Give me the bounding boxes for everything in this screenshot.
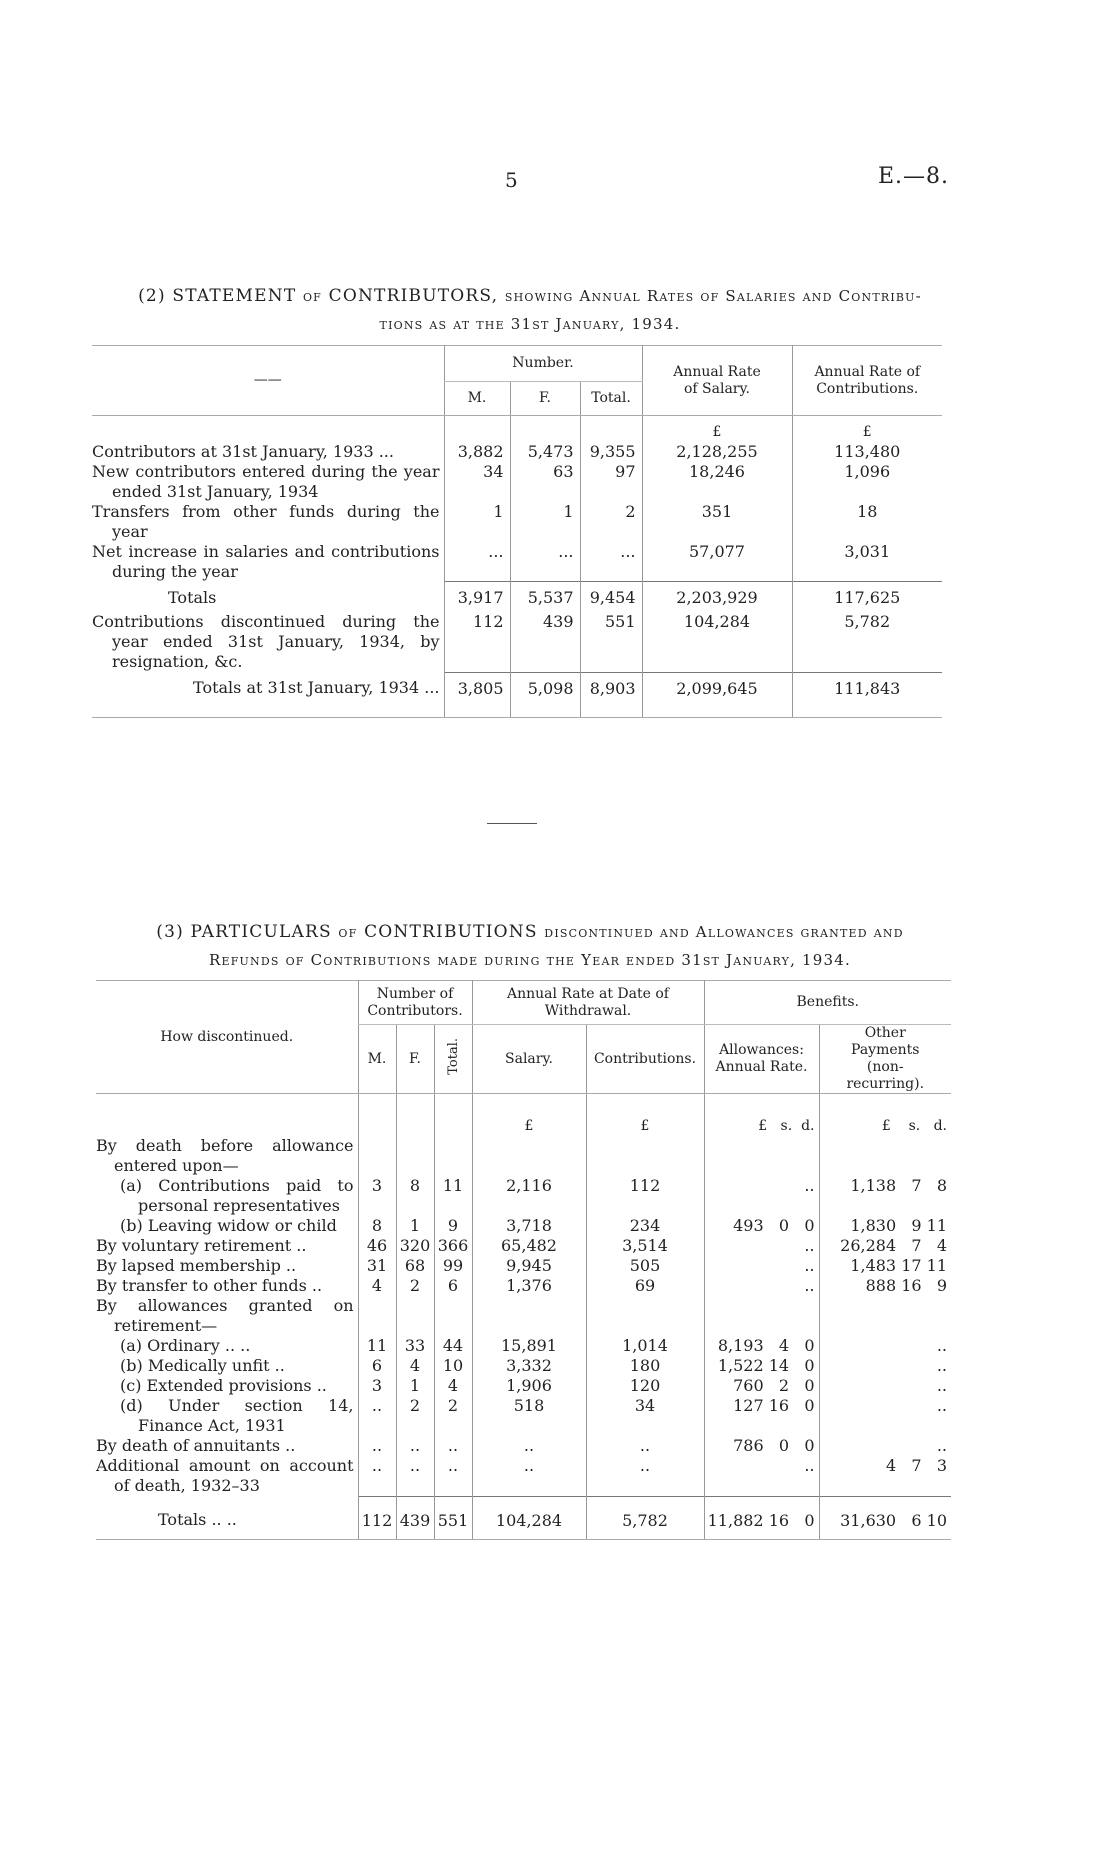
discontinued-row-salary bbox=[472, 1136, 586, 1176]
discontinued-row-label: By voluntary retirement .. bbox=[96, 1236, 307, 1255]
final-totals-row bbox=[92, 672, 942, 717]
discontinued-row-allow: 493 0 0 bbox=[704, 1216, 819, 1236]
discontinued-row-other: .. bbox=[819, 1396, 951, 1436]
page-number: 5 bbox=[505, 168, 518, 192]
statement3-title-prefix: (3) PARTICULARS bbox=[156, 922, 332, 942]
contributor-row-label: Transfers from other funds during the year bbox=[92, 501, 440, 541]
discontinued-row-salary: 518 bbox=[472, 1396, 586, 1436]
discontinued-row-f: 320 bbox=[396, 1236, 434, 1256]
total-header-text: Total. bbox=[445, 1038, 461, 1075]
discontinued-contributions-table bbox=[96, 980, 951, 1540]
statement2-title-of: of bbox=[302, 287, 323, 305]
discontinued-row-total bbox=[434, 1296, 472, 1336]
statement3-title-of: of bbox=[338, 923, 358, 941]
totals-row-m: 112 bbox=[358, 1496, 396, 1539]
discontinued-row-label: (b) Leaving widow or child bbox=[120, 1216, 337, 1235]
how-discontinued-header: How discontinued. bbox=[96, 981, 358, 1094]
totals-row-contributions: 117,625 bbox=[792, 582, 942, 613]
discontinued-row-m bbox=[358, 1136, 396, 1176]
contributor-row bbox=[92, 502, 942, 542]
contributor-row-total: 9,355 bbox=[580, 442, 642, 462]
discontinued-row-f bbox=[396, 1136, 434, 1176]
section-divider bbox=[487, 823, 537, 824]
number-of-contributors-header: Number of Contributors. bbox=[358, 981, 472, 1025]
totals-row-total: 9,454 bbox=[580, 582, 642, 613]
discontinued-row-label: (c) Extended provisions .. bbox=[120, 1376, 327, 1395]
discontinued-row bbox=[96, 1236, 951, 1256]
discontinued-row-other: 1,483 17 11 bbox=[819, 1256, 951, 1276]
discontinued-row-contributions: 3,514 bbox=[586, 1236, 704, 1256]
contributions-header: Contributions. bbox=[586, 1025, 704, 1094]
discontinued-row-total: 4 bbox=[434, 1376, 472, 1396]
discontinued-row-salary: .. bbox=[472, 1456, 586, 1496]
discontinued-row-contributions: 5,782 bbox=[792, 612, 942, 672]
discontinued-row-salary: 104,284 bbox=[642, 612, 792, 672]
discontinued-row-allow: 786 0 0 bbox=[704, 1436, 819, 1456]
discontinued-row-m: .. bbox=[358, 1396, 396, 1436]
discontinued-row-label: By death of annuitants .. bbox=[96, 1436, 296, 1455]
contributor-row bbox=[92, 462, 942, 502]
discontinued-row-total: .. bbox=[434, 1436, 472, 1456]
salary-header: Salary. bbox=[472, 1025, 586, 1094]
contributor-row bbox=[92, 542, 942, 582]
discontinued-row bbox=[96, 1136, 951, 1176]
discontinued-row-f: 2 bbox=[396, 1276, 434, 1296]
totals-row-f: 5,537 bbox=[510, 582, 580, 613]
discontinued-row-f: 8 bbox=[396, 1176, 434, 1216]
discontinued-row-contributions bbox=[586, 1296, 704, 1336]
contributor-row-label: New contributors entered during the year ended 31st January, 1934 bbox=[92, 461, 440, 501]
statement3-title-rest: discontinued and Allowances granted and bbox=[544, 923, 904, 941]
discontinued-row bbox=[96, 1396, 951, 1436]
discontinued-row-m: 8 bbox=[358, 1216, 396, 1236]
benefits-header: Benefits. bbox=[704, 981, 951, 1025]
discontinued-row-m bbox=[358, 1296, 396, 1336]
discontinued-row-total: 9 bbox=[434, 1216, 472, 1236]
discontinued-row bbox=[96, 1436, 951, 1456]
statement3-title bbox=[90, 918, 970, 974]
discontinued-row-contributions: 234 bbox=[586, 1216, 704, 1236]
final-totals-row-total: 8,903 bbox=[580, 672, 642, 717]
discontinued-row-other: 26,284 7 4 bbox=[819, 1236, 951, 1256]
discontinued-row-salary: 65,482 bbox=[472, 1236, 586, 1256]
statement3-title-main: CONTRIBUTIONS bbox=[364, 922, 538, 942]
discontinued-row-other: .. bbox=[819, 1356, 951, 1376]
discontinued-row-salary: 3,718 bbox=[472, 1216, 586, 1236]
totals-row-total: 551 bbox=[434, 1496, 472, 1539]
contributor-row-salary: 18,246 bbox=[642, 462, 792, 502]
discontinued-row-f: 4 bbox=[396, 1356, 434, 1376]
discontinued-row-m: .. bbox=[358, 1436, 396, 1456]
salary-unit: £ bbox=[472, 1094, 586, 1137]
discontinued-row-salary: 9,945 bbox=[472, 1256, 586, 1276]
discontinued-row-contributions: 34 bbox=[586, 1396, 704, 1436]
discontinued-row-contributions: 112 bbox=[586, 1176, 704, 1216]
contributor-row-salary: 351 bbox=[642, 502, 792, 542]
discontinued-row-contributions: 505 bbox=[586, 1256, 704, 1276]
discontinued-row-allow: .. bbox=[704, 1456, 819, 1496]
contributor-row-f: ... bbox=[510, 542, 580, 582]
discontinued-row-f: 439 bbox=[510, 612, 580, 672]
statement2-title-rest: showing Annual Rates of Salaries and Contribu- bbox=[504, 287, 922, 305]
discontinued-row-f: .. bbox=[396, 1436, 434, 1456]
discontinued-row-f: 1 bbox=[396, 1376, 434, 1396]
discontinued-row-total bbox=[434, 1136, 472, 1176]
discontinued-row bbox=[92, 612, 942, 672]
totals-row-salary: 104,284 bbox=[472, 1496, 586, 1539]
contributor-row-salary: 57,077 bbox=[642, 542, 792, 582]
contributor-row-total: ... bbox=[580, 542, 642, 582]
discontinued-row-label: Contributions discontinued during the year ended 31st January, 1934, by resignation, &c. bbox=[92, 612, 440, 671]
discontinued-row-other: .. bbox=[819, 1436, 951, 1456]
totals-row bbox=[92, 582, 942, 613]
contributor-row-contributions: 18 bbox=[792, 502, 942, 542]
discontinued-row bbox=[96, 1456, 951, 1496]
totals-row-salary: 2,203,929 bbox=[642, 582, 792, 613]
discontinued-row-label: (a) Contributions paid to personal representatives bbox=[120, 1176, 354, 1215]
other-unit: £ s. d. bbox=[819, 1094, 951, 1137]
contributions-header: Annual Rate of Contributions. bbox=[792, 346, 942, 416]
m-header: M. bbox=[444, 382, 510, 416]
contributor-row-label: Contributors at 31st January, 1933 ... bbox=[92, 441, 394, 461]
discontinued-row-allow: 760 2 0 bbox=[704, 1376, 819, 1396]
discontinued-row-total: 99 bbox=[434, 1256, 472, 1276]
statement3-title-line2: Refunds of Contributions made during the Year ended 31st January, 1934. bbox=[209, 951, 851, 969]
discontinued-row-contributions: 69 bbox=[586, 1276, 704, 1296]
discontinued-row-f: 68 bbox=[396, 1256, 434, 1276]
statement2-title bbox=[90, 282, 970, 338]
final-totals-row-salary: 2,099,645 bbox=[642, 672, 792, 717]
discontinued-row-total: 44 bbox=[434, 1336, 472, 1356]
contributor-row-m: 34 bbox=[444, 462, 510, 502]
discontinued-row bbox=[96, 1256, 951, 1276]
discontinued-row-m: .. bbox=[358, 1456, 396, 1496]
discontinued-row-allow bbox=[704, 1136, 819, 1176]
discontinued-row-m: 31 bbox=[358, 1256, 396, 1276]
discontinued-row bbox=[96, 1296, 951, 1336]
discontinued-row-allow: .. bbox=[704, 1236, 819, 1256]
discontinued-row-total: 10 bbox=[434, 1356, 472, 1376]
discontinued-row-label: By lapsed membership .. bbox=[96, 1256, 297, 1275]
totals-row-label: Totals .. .. bbox=[96, 1496, 358, 1539]
discontinued-row-other: 1,830 9 11 bbox=[819, 1216, 951, 1236]
discontinued-row-contributions: .. bbox=[586, 1436, 704, 1456]
contributor-row-m: 3,882 bbox=[444, 442, 510, 462]
discontinued-row-m: 46 bbox=[358, 1236, 396, 1256]
dash-header: —— bbox=[92, 346, 444, 416]
discontinued-row bbox=[96, 1216, 951, 1236]
discontinued-row-label: (d) Under section 14, Finance Act, 1931 bbox=[120, 1396, 354, 1435]
salary-header: Annual Rate of Salary. bbox=[642, 346, 792, 416]
discontinued-row bbox=[96, 1376, 951, 1396]
f-header: F. bbox=[396, 1025, 434, 1094]
discontinued-row-contributions bbox=[586, 1136, 704, 1176]
contributor-row-f: 63 bbox=[510, 462, 580, 502]
contributor-row-salary: 2,128,255 bbox=[642, 442, 792, 462]
discontinued-row-other bbox=[819, 1136, 951, 1176]
contributions-unit: £ bbox=[586, 1094, 704, 1137]
discontinued-row-allow: .. bbox=[704, 1276, 819, 1296]
discontinued-row-f bbox=[396, 1296, 434, 1336]
discontinued-row-allow: 127 16 0 bbox=[704, 1396, 819, 1436]
final-totals-row-m: 3,805 bbox=[444, 672, 510, 717]
f-header: F. bbox=[510, 382, 580, 416]
discontinued-row-m: 4 bbox=[358, 1276, 396, 1296]
discontinued-row-f: 1 bbox=[396, 1216, 434, 1236]
discontinued-row-f: .. bbox=[396, 1456, 434, 1496]
contributor-row-f: 5,473 bbox=[510, 442, 580, 462]
discontinued-row-salary: 1,906 bbox=[472, 1376, 586, 1396]
discontinued-row-label: By allowances granted on retirement— bbox=[96, 1296, 354, 1335]
totals-row-f: 439 bbox=[396, 1496, 434, 1539]
contributor-row-contributions: 3,031 bbox=[792, 542, 942, 582]
discontinued-row-m: 3 bbox=[358, 1176, 396, 1216]
discontinued-row bbox=[96, 1176, 951, 1216]
allowances-header: Allowances: Annual Rate. bbox=[704, 1025, 819, 1094]
discontinued-row-salary: 3,332 bbox=[472, 1356, 586, 1376]
discontinued-row-label: (a) Ordinary .. .. bbox=[120, 1336, 251, 1355]
totals-row-m: 3,917 bbox=[444, 582, 510, 613]
discontinued-row-salary: 2,116 bbox=[472, 1176, 586, 1216]
discontinued-row-contributions: 120 bbox=[586, 1376, 704, 1396]
discontinued-row-other: 4 7 3 bbox=[819, 1456, 951, 1496]
totals-row bbox=[96, 1496, 951, 1539]
contributor-row-m: 1 bbox=[444, 502, 510, 542]
discontinued-row-allow: .. bbox=[704, 1176, 819, 1216]
page-reference: E.—8. bbox=[878, 164, 950, 189]
discontinued-row-other: .. bbox=[819, 1336, 951, 1356]
discontinued-row-label: By death before allowance entered upon— bbox=[96, 1136, 354, 1175]
allowance-unit: £ s. d. bbox=[704, 1094, 819, 1137]
discontinued-row-f: 2 bbox=[396, 1396, 434, 1436]
unit-row bbox=[96, 1094, 951, 1137]
contributor-row bbox=[92, 442, 942, 462]
discontinued-row bbox=[96, 1336, 951, 1356]
discontinued-row-allow: 1,522 14 0 bbox=[704, 1356, 819, 1376]
discontinued-row-contributions: 1,014 bbox=[586, 1336, 704, 1356]
discontinued-row-f: 33 bbox=[396, 1336, 434, 1356]
contributor-row-f: 1 bbox=[510, 502, 580, 542]
statement2-title-prefix: (2) STATEMENT bbox=[138, 286, 297, 306]
contributor-row-total: 97 bbox=[580, 462, 642, 502]
discontinued-row-total: 551 bbox=[580, 612, 642, 672]
discontinued-row-m: 11 bbox=[358, 1336, 396, 1356]
discontinued-row-salary: 1,376 bbox=[472, 1276, 586, 1296]
contributions-currency: £ bbox=[792, 416, 942, 442]
contributors-statement-table bbox=[92, 345, 942, 718]
contributor-row-m: ... bbox=[444, 542, 510, 582]
discontinued-row-other bbox=[819, 1296, 951, 1336]
discontinued-row-other: 888 16 9 bbox=[819, 1276, 951, 1296]
contributor-row-label: Net increase in salaries and contributions during the year bbox=[92, 541, 440, 581]
contributor-row-contributions: 1,096 bbox=[792, 462, 942, 502]
discontinued-row-contributions: .. bbox=[586, 1456, 704, 1496]
discontinued-row bbox=[96, 1276, 951, 1296]
discontinued-row-other: .. bbox=[819, 1376, 951, 1396]
discontinued-row bbox=[96, 1356, 951, 1376]
statement2-title-line2: tions as at the 31st January, 1934. bbox=[379, 315, 681, 333]
discontinued-row-salary: .. bbox=[472, 1436, 586, 1456]
discontinued-row-m: 112 bbox=[444, 612, 510, 672]
discontinued-row-m: 6 bbox=[358, 1356, 396, 1376]
discontinued-row-allow: .. bbox=[704, 1256, 819, 1276]
discontinued-row-total: 2 bbox=[434, 1396, 472, 1436]
final-totals-row-f: 5,098 bbox=[510, 672, 580, 717]
discontinued-row-label: By transfer to other funds .. bbox=[96, 1276, 323, 1295]
discontinued-row-other: 1,138 7 8 bbox=[819, 1176, 951, 1216]
total-header: Total. bbox=[580, 382, 642, 416]
annual-rate-header: Annual Rate at Date of Withdrawal. bbox=[472, 981, 704, 1025]
contributor-row-total: 2 bbox=[580, 502, 642, 542]
discontinued-row-label: Additional amount on account of death, 1932–33 bbox=[96, 1456, 354, 1495]
salary-currency: £ bbox=[642, 416, 792, 442]
currency-row bbox=[92, 416, 942, 442]
total-header bbox=[434, 1025, 472, 1094]
other-payments-header: Other Payments (non-recurring). bbox=[819, 1025, 951, 1094]
discontinued-row-total: 6 bbox=[434, 1276, 472, 1296]
final-totals-row-contributions: 111,843 bbox=[792, 672, 942, 717]
discontinued-row-total: 11 bbox=[434, 1176, 472, 1216]
discontinued-row-allow: 8,193 4 0 bbox=[704, 1336, 819, 1356]
number-header: Number. bbox=[444, 346, 642, 382]
totals-row-label: Totals bbox=[168, 587, 217, 607]
statement2-title-main: CONTRIBUTORS, bbox=[328, 286, 499, 306]
discontinued-row-allow bbox=[704, 1296, 819, 1336]
discontinued-row-total: .. bbox=[434, 1456, 472, 1496]
discontinued-row-label: (b) Medically unfit .. bbox=[120, 1356, 285, 1375]
discontinued-row-contributions: 180 bbox=[586, 1356, 704, 1376]
final-totals-row-label: Totals at 31st January, 1934 ... bbox=[92, 672, 444, 717]
m-header: M. bbox=[358, 1025, 396, 1094]
discontinued-row-m: 3 bbox=[358, 1376, 396, 1396]
discontinued-row-salary bbox=[472, 1296, 586, 1336]
totals-row-other: 31,630 6 10 bbox=[819, 1496, 951, 1539]
totals-row-allow: 11,882 16 0 bbox=[704, 1496, 819, 1539]
contributor-row-contributions: 113,480 bbox=[792, 442, 942, 462]
totals-row-contributions: 5,782 bbox=[586, 1496, 704, 1539]
discontinued-row-total: 366 bbox=[434, 1236, 472, 1256]
discontinued-row-salary: 15,891 bbox=[472, 1336, 586, 1356]
